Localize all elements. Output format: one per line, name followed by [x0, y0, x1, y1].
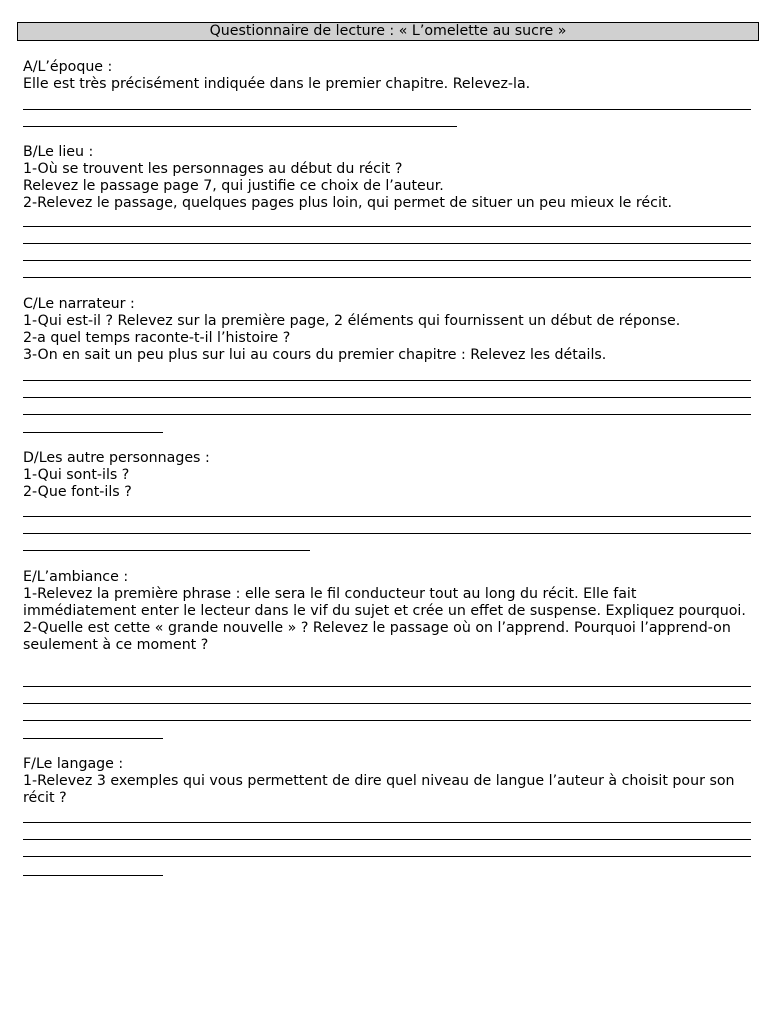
section-heading: F/Le langage : — [23, 756, 124, 772]
answer-line — [23, 397, 751, 398]
question-line: 1-Qui sont-ils ? — [23, 467, 130, 483]
question-line: 3-On en sait un peu plus sur lui au cours du premier chapitre : Relevez les détails. — [23, 347, 607, 363]
section-personnages — [23, 450, 753, 501]
answer-line — [23, 738, 163, 739]
question-line: 2-Relevez le passage, quelques pages plus loin, qui permet de situer un peu mieux le récit. — [23, 195, 672, 211]
answer-line — [23, 414, 751, 415]
section-heading: D/Les autre personnages : — [23, 450, 210, 466]
answer-line — [23, 126, 457, 127]
section-epoque — [23, 59, 753, 93]
question-line: 2-Quelle est cette « grande nouvelle » ? Relevez le passage où on l’apprend. Pourquoi l’apprend-on seulement à ce moment ? — [23, 620, 731, 653]
section-heading: A/L’époque : — [23, 59, 113, 75]
answer-line — [23, 516, 751, 517]
answer-line — [23, 839, 751, 840]
answer-line — [23, 243, 751, 244]
section-narrateur — [23, 296, 753, 364]
answer-line — [23, 533, 751, 534]
section-heading: B/Le lieu : — [23, 144, 94, 160]
question-line: 2-a quel temps raconte-t-il l’histoire ? — [23, 330, 291, 346]
answer-line — [23, 875, 163, 876]
section-langage — [23, 756, 753, 807]
section-lieu — [23, 144, 753, 212]
answer-line — [23, 432, 163, 433]
question-line: 1-Qui est-il ? Relevez sur la première page, 2 éléments qui fournissent un début de réponse. — [23, 313, 681, 329]
answer-line — [23, 822, 751, 823]
section-heading: E/L’ambiance : — [23, 569, 129, 585]
document-title: Questionnaire de lecture : « L’omelette au sucre » — [17, 22, 759, 41]
answer-line — [23, 380, 751, 381]
answer-line — [23, 260, 751, 261]
section-heading: C/Le narrateur : — [23, 296, 135, 312]
answer-line — [23, 277, 751, 278]
answer-line — [23, 856, 751, 857]
question-line: Relevez le passage page 7, qui justifie ce choix de l’auteur. — [23, 178, 444, 194]
answer-line — [23, 109, 751, 110]
section-ambiance — [23, 569, 753, 654]
question-line: 1-Où se trouvent les personnages au début du récit ? — [23, 161, 403, 177]
question-line: 1-Relevez 3 exemples qui vous permettent de dire quel niveau de langue l’auteur à choisit pour son récit ? — [23, 773, 735, 806]
answer-line — [23, 720, 751, 721]
answer-line — [23, 686, 751, 687]
answer-line — [23, 550, 310, 551]
answer-line — [23, 226, 751, 227]
question-line: Elle est très précisément indiquée dans le premier chapitre. Relevez-la. — [23, 76, 531, 92]
question-line: 1-Relevez la première phrase : elle sera le fil conducteur tout au long du récit. Elle fait immédiatement enter le lecteur dans le vif du sujet et crée un effet de suspense. Expliquez pourquoi. — [23, 586, 746, 619]
question-line: 2-Que font-ils ? — [23, 484, 132, 500]
answer-line — [23, 703, 751, 704]
